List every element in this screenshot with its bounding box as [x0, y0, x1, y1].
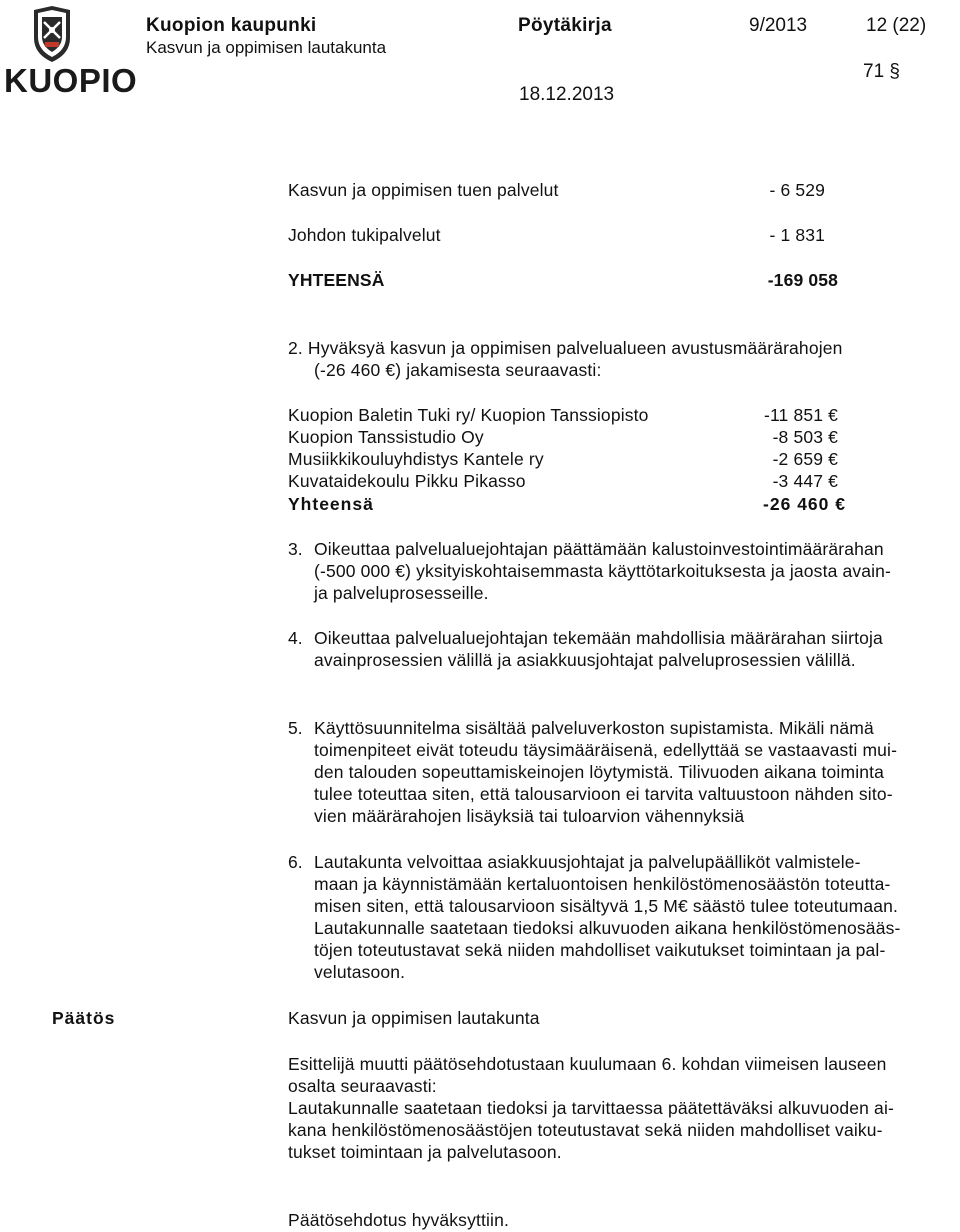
item-6-line: töjen toteutustavat sekä niiden mahdolliset vaikutukset toimintaan ja pal-: [314, 940, 886, 960]
item-5-line: tulee toteuttaa siten, että talousarvioon ei tarvita valtuustoon nähden sito-: [314, 784, 893, 804]
grant-amount: -26 460 €: [763, 494, 846, 514]
item-4-line: Oikeuttaa palvelualuejohtajan tekemään mahdollisia määrärahan siirtoja: [314, 628, 883, 648]
item-3: [314, 538, 954, 604]
item-5-number: 5.: [288, 718, 303, 738]
item-5-line: toimenpiteet eivät toteudu täysimääräisenä, edellyttää se vastaavasti mui-: [314, 740, 898, 760]
item-5-line: den talouden sopeuttamiskeinojen löytymistä. Tilivuoden aikana toiminta: [314, 762, 885, 782]
summary-label: Johdon tukipalvelut: [288, 225, 441, 245]
summary-label: YHTEENSÄ: [288, 270, 385, 290]
item-2: [288, 337, 953, 381]
item-3-line: Oikeuttaa palvelualuejohtajan päättämään kalustoinvestointimäärärahan: [314, 539, 884, 559]
decision-label: Päätös: [52, 1008, 116, 1028]
decision-line: tukset toimintaan ja palvelutasoon.: [288, 1142, 562, 1162]
item-3-number: 3.: [288, 539, 303, 559]
summary-amount: - 6 529: [769, 180, 825, 200]
grant-name: Kuopion Baletin Tuki ry/ Kuopion Tanssiopisto: [288, 405, 649, 425]
grant-amount: -11 851 €: [764, 405, 838, 425]
grant-amount: -2 659 €: [772, 449, 838, 469]
grant-name: Kuvataidekoulu Pikku Pikasso: [288, 471, 526, 491]
decision-line: Esittelijä muutti päätösehdotustaan kuulumaan 6. kohdan viimeisen lauseen: [288, 1054, 887, 1074]
item-2-line: (-26 460 €) jakamisesta seuraavasti:: [314, 360, 602, 380]
grant-name: Kuopion Tanssistudio Oy: [288, 427, 484, 447]
decision-line: Lautakunnalle saatetaan tiedoksi ja tarvittaessa päätettäväksi alkuvuoden ai-: [288, 1098, 894, 1118]
item-6-line: Lautakunnalle saatetaan tiedoksi alkuvuoden aikana henkilöstömenosääs-: [314, 918, 901, 938]
item-5-line: vien määrärahojen lisäyksiä tai tuloarvion vähennyksiä: [314, 806, 745, 826]
doc-type: Pöytäkirja: [518, 15, 612, 36]
decision-body: Kasvun ja oppimisen lautakunta: [288, 1008, 540, 1028]
item-4-number: 4.: [288, 628, 303, 648]
item-4: [314, 627, 954, 671]
meeting-date: 18.12.2013: [519, 84, 615, 105]
board-name: Kasvun ja oppimisen lautakunta: [146, 38, 387, 57]
grant-amount: -8 503 €: [772, 427, 838, 447]
grant-amount: -3 447 €: [772, 471, 838, 491]
item-6-line: misen siten, että talousarvioon sisältyvä 1,5 M€ säästö tulee toteutumaan.: [314, 896, 899, 916]
decision-text: [288, 1053, 953, 1163]
item-6: [314, 851, 954, 983]
item-3-line: ja palveluprosesseille.: [314, 583, 489, 603]
page-count: 12 (22): [866, 15, 927, 36]
grant-name: Yhteensä: [288, 494, 374, 514]
kuopio-logo: [4, 4, 138, 100]
summary-amount: -169 058: [767, 270, 838, 290]
item-4-line: avainprosessien välillä ja asiakkuusjohtajat palveluprosessien välillä.: [314, 650, 856, 670]
item-6-line: velutasoon.: [314, 962, 406, 982]
summary-amount: - 1 831: [769, 225, 825, 245]
decision-line: osalta seuraavasti:: [288, 1076, 437, 1096]
item-5-line: Käyttösuunnitelma sisältää palveluverkoston supistamista. Mikäli nämä: [314, 718, 874, 738]
decision-result: Päätösehdotus hyväksyttiin.: [288, 1210, 509, 1230]
grant-name: Musiikkikouluyhdistys Kantele ry: [288, 449, 544, 469]
logo-wordmark: KUOPIO: [4, 62, 138, 99]
item-6-line: maan ja käynnistämään kertaluontoisen henkilöstömenosäästön toteutta-: [314, 874, 891, 894]
item-6-line: Lautakunta velvoittaa asiakkuusjohtajat ja palvelupäälliköt valmistele-: [314, 852, 861, 872]
coat-of-arms-icon: [4, 4, 100, 66]
item-5: [314, 717, 954, 827]
item-2-line: 2. Hyväksyä kasvun ja oppimisen palvelualueen avustusmäärärahojen: [288, 338, 843, 358]
item-6-number: 6.: [288, 852, 303, 872]
item-3-line: (-500 000 €) yksityiskohtaisemmasta käyttötarkoituksesta ja jaosta avain-: [314, 561, 892, 581]
summary-label: Kasvun ja oppimisen tuen palvelut: [288, 180, 559, 200]
doc-number: 9/2013: [749, 15, 808, 36]
section-number: 71 §: [863, 61, 900, 82]
org-name: Kuopion kaupunki: [146, 15, 317, 36]
decision-line: kana henkilöstömenosäästöjen toteutustavat sekä niiden mahdolliset vaiku-: [288, 1120, 883, 1140]
